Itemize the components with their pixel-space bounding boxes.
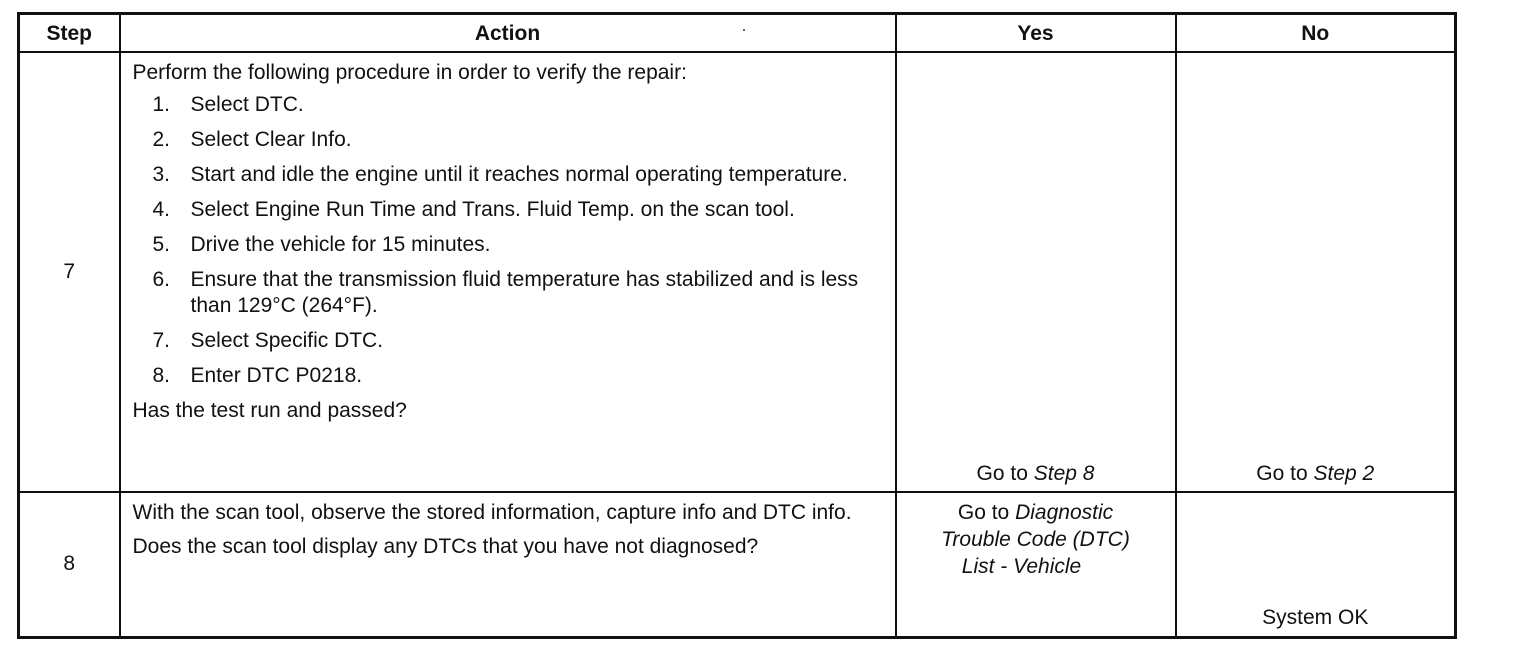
- action-question: Has the test run and passed?: [132, 398, 407, 422]
- list-item-text: Ensure that the transmission fluid temperature has stabilized and is less than 129°C (264°F).: [190, 267, 859, 317]
- step-number: 7: [19, 52, 120, 492]
- action-cell: [120, 52, 896, 492]
- step-number: 8: [19, 492, 120, 638]
- list-item-number: 3.: [152, 162, 171, 186]
- list-item-text: Start and idle the engine until it reaches normal operating temperature.: [190, 162, 848, 186]
- header-step: Step: [19, 14, 120, 52]
- action-question: Does the scan tool display any DTCs that you have not diagnosed?: [132, 534, 759, 558]
- yes-dtc-link-part3[interactable]: List - Vehicle: [961, 554, 1082, 578]
- list-item-text: Select Specific DTC.: [190, 328, 384, 352]
- diagnostic-table: [17, 12, 1457, 639]
- yes-cell: [896, 492, 1176, 638]
- header-action: Action: [120, 14, 896, 52]
- list-item-number: 1.: [152, 92, 171, 116]
- procedure-list: [133, 92, 885, 389]
- list-item: [133, 197, 885, 223]
- list-item: [133, 232, 885, 258]
- action-intro: Perform the following procedure in order to verify the repair:: [132, 60, 687, 84]
- list-item: [133, 92, 885, 118]
- no-prefix: Go to: [1256, 461, 1308, 485]
- list-item-number: 5.: [152, 232, 171, 256]
- list-item-number: 6.: [152, 267, 171, 291]
- action-intro: With the scan tool, observe the stored information, capture info and DTC info.: [132, 500, 852, 524]
- list-item: [133, 363, 885, 389]
- no-step-link[interactable]: Step 2: [1313, 461, 1375, 485]
- action-cell: [120, 492, 896, 638]
- yes-dtc-link-part1[interactable]: Diagnostic: [1015, 500, 1114, 524]
- table-row-step-8: [19, 492, 1456, 638]
- header-yes: Yes: [896, 14, 1176, 52]
- list-item: [133, 267, 885, 319]
- yes-prefix: Go to: [976, 461, 1028, 485]
- list-item: [133, 127, 885, 153]
- table-row-step-7: [19, 52, 1456, 492]
- list-item-text: Select Clear Info.: [190, 127, 352, 151]
- list-item: [133, 162, 885, 188]
- list-item: [133, 328, 885, 354]
- no-cell: [1176, 492, 1456, 638]
- no-result: System OK: [1262, 606, 1369, 629]
- header-row: [19, 14, 1456, 52]
- yes-cell: [896, 52, 1176, 492]
- list-item-text: Enter DTC P0218.: [190, 363, 363, 387]
- yes-dtc-link-part2[interactable]: Trouble Code (DTC): [941, 527, 1130, 551]
- list-item-text: Drive the vehicle for 15 minutes.: [190, 232, 491, 256]
- list-item-number: 4.: [152, 197, 171, 221]
- header-no: No: [1176, 14, 1456, 52]
- list-item-number: 8.: [152, 363, 171, 387]
- yes-prefix: Go to: [957, 500, 1010, 524]
- no-cell: [1176, 52, 1456, 492]
- list-item-text: Select DTC.: [190, 92, 304, 116]
- list-item-number: 7.: [152, 328, 171, 352]
- yes-step-link[interactable]: Step 8: [1033, 461, 1095, 485]
- list-item-number: 2.: [152, 127, 171, 151]
- list-item-text: Select Engine Run Time and Trans. Fluid Temp. on the scan tool.: [190, 197, 795, 221]
